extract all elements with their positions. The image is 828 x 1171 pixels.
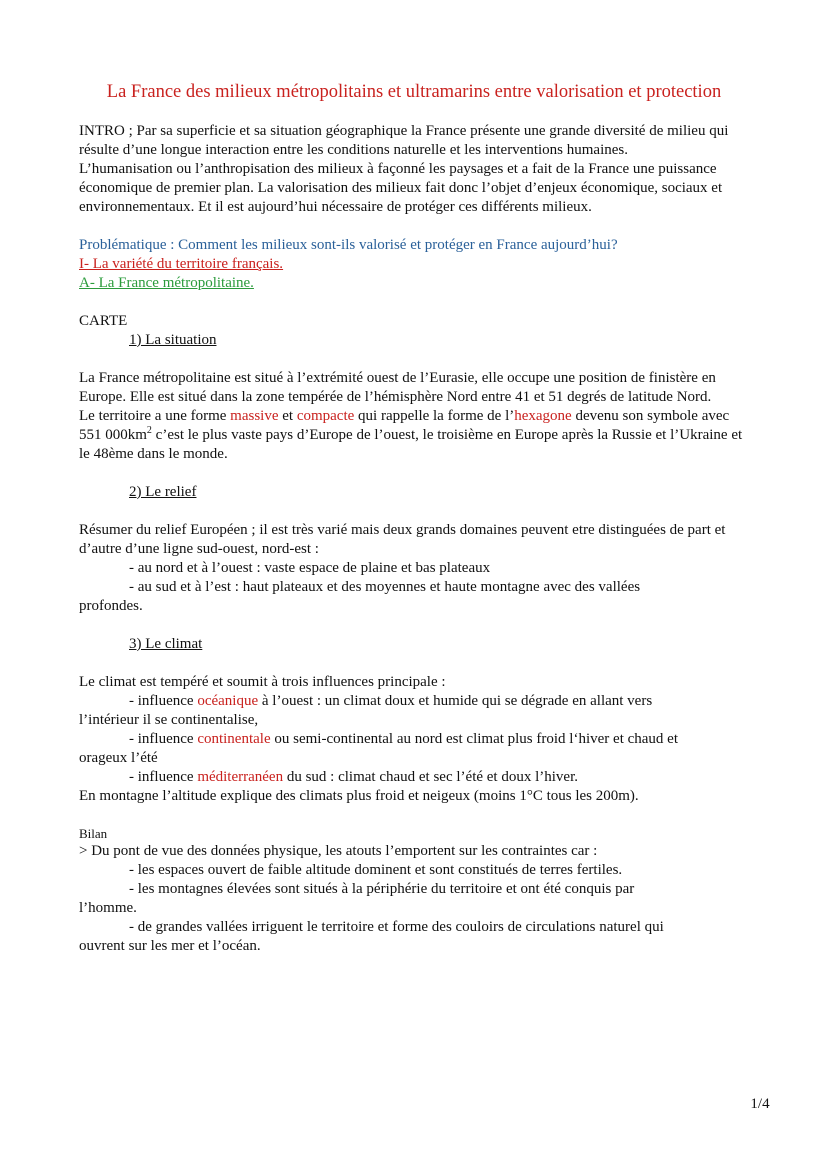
text-run: devenu son symbole avec 551 000km [79,408,730,443]
keyword-mediterraneen: méditerranéen [197,769,284,785]
intro-paragraph-2: L’humanisation ou l’anthropisation des milieux à façonné les paysages et a fait de la France une puissance économique de premier plan. La valorisation des milieux fait donc l’objet d’enjeux économique, sociaux et environnementaux. Et il est aujourd’hui nécessaire de protéger ces différents milieux. [79,161,723,215]
text-run: et [278,408,297,424]
spacer [79,217,751,236]
bilan-item-2-continued: l’homme. [79,900,137,916]
relief-item-1: - au nord et à l’ouest : vaste espace de plaine et bas plateaux [129,560,491,576]
keyword-compacte: compacte [296,408,355,424]
situation-paragraph-2 [79,407,751,464]
text-run: - influence [129,693,198,709]
spacer [79,293,751,312]
climat-intro: Le climat est tempéré et soumit à trois influences principale : [79,674,446,690]
bilan-item-3-continued: ouvrent sur les mer et l’océan. [79,938,261,954]
heading-climat: 3) Le climat [129,636,203,652]
text-run: qui rappelle la forme de l’ [354,408,515,424]
text-run: ou semi-continental au nord est climat plus froid l‘hiver et chaud et [270,731,679,747]
climat-item-oceanique-continued: l’intérieur il se continentalise, [79,712,259,728]
intro-paragraph-1: INTRO ; Par sa superficie et sa situation géographique la France présente une grande diversité de milieu qui résulte d’une longue interaction entre les conditions naturelle et les interventions humaines. [79,123,729,158]
text-run: - influence [129,731,198,747]
spacer [79,502,751,521]
carte-label: CARTE [79,313,128,329]
climat-item-mediterraneen [79,768,751,787]
relief-item-2-continued: profondes. [79,598,143,614]
bilan-item-2: - les montagnes élevées sont situés à la périphérie du territoire et ont été conquis par [129,881,635,897]
page-number: 1/4 [750,1096,770,1112]
superscript: 2 [146,425,152,436]
spacer [79,464,751,483]
heading-situation: 1) La situation [129,332,217,348]
problematique: Problématique : Comment les milieux sont-ils valorisé et protéger en France aujourd’hui? [79,237,618,253]
bilan-intro: > Du pont de vue des données physique, les atouts l’emportent sur les contraintes car : [79,843,598,859]
keyword-oceanique: océanique [197,693,259,709]
heading-section-a: A- La France métropolitaine. [79,275,254,291]
spacer [79,616,751,635]
bilan-item-1: - les espaces ouvert de faible altitude dominent et sont constitués de terres fertiles. [129,862,623,878]
heading-relief: 2) Le relief [129,484,197,500]
text-run: du sud : climat chaud et sec l’été et doux l’hiver. [283,769,579,785]
bilan-label: Bilan [79,826,108,841]
bilan-item-3: - de grandes vallées irriguent le territoire et forme des couloirs de circulations naturel qui [129,919,664,935]
spacer [79,654,751,673]
situation-paragraph-1: La France métropolitaine est situé à l’extrémité ouest de l’Eurasie, elle occupe une position de finistère en Europe. Elle est situé dans la zone tempérée de l’hémisphère Nord entre 41 et 51 degrés de latitude Nord. [79,370,716,405]
keyword-hexagone: hexagone [514,408,572,424]
text-run: à l’ouest : un climat doux et humide qui se dégrade en allant vers [258,693,653,709]
keyword-massive: massive [230,408,279,424]
keyword-continentale: continentale [197,731,271,747]
spacer [79,350,751,369]
spacer [79,806,751,825]
page-title: La France des milieux métropolitains et ultramarins entre valorisation et protection [106,82,722,102]
document-body [79,122,751,956]
text-run: - influence [129,769,198,785]
heading-part-1: I- La variété du territoire français. [79,256,284,272]
relief-intro: Résumer du relief Européen ; il est très varié mais deux grands domaines peuvent etre distinguées de part et d’autre d’une ligne sud-ouest, nord-est : [79,522,726,557]
text-run: c’est le plus vaste pays d’Europe de l’ouest, le troisième en Europe après la Russie et l’Ukraine et le 48ème dans le monde. [79,427,743,462]
climat-item-continentale [79,730,751,749]
text-run: Le territoire a une forme [79,408,231,424]
climat-montagne: En montagne l’altitude explique des climats plus froid et neigeux (moins 1°C tous les 200m). [79,788,639,804]
climat-item-continentale-continued: orageux l’été [79,750,158,766]
climat-item-oceanique [79,692,751,711]
relief-item-2: - au sud et à l’est : haut plateaux et des moyennes et haute montagne avec des vallées [129,579,641,595]
